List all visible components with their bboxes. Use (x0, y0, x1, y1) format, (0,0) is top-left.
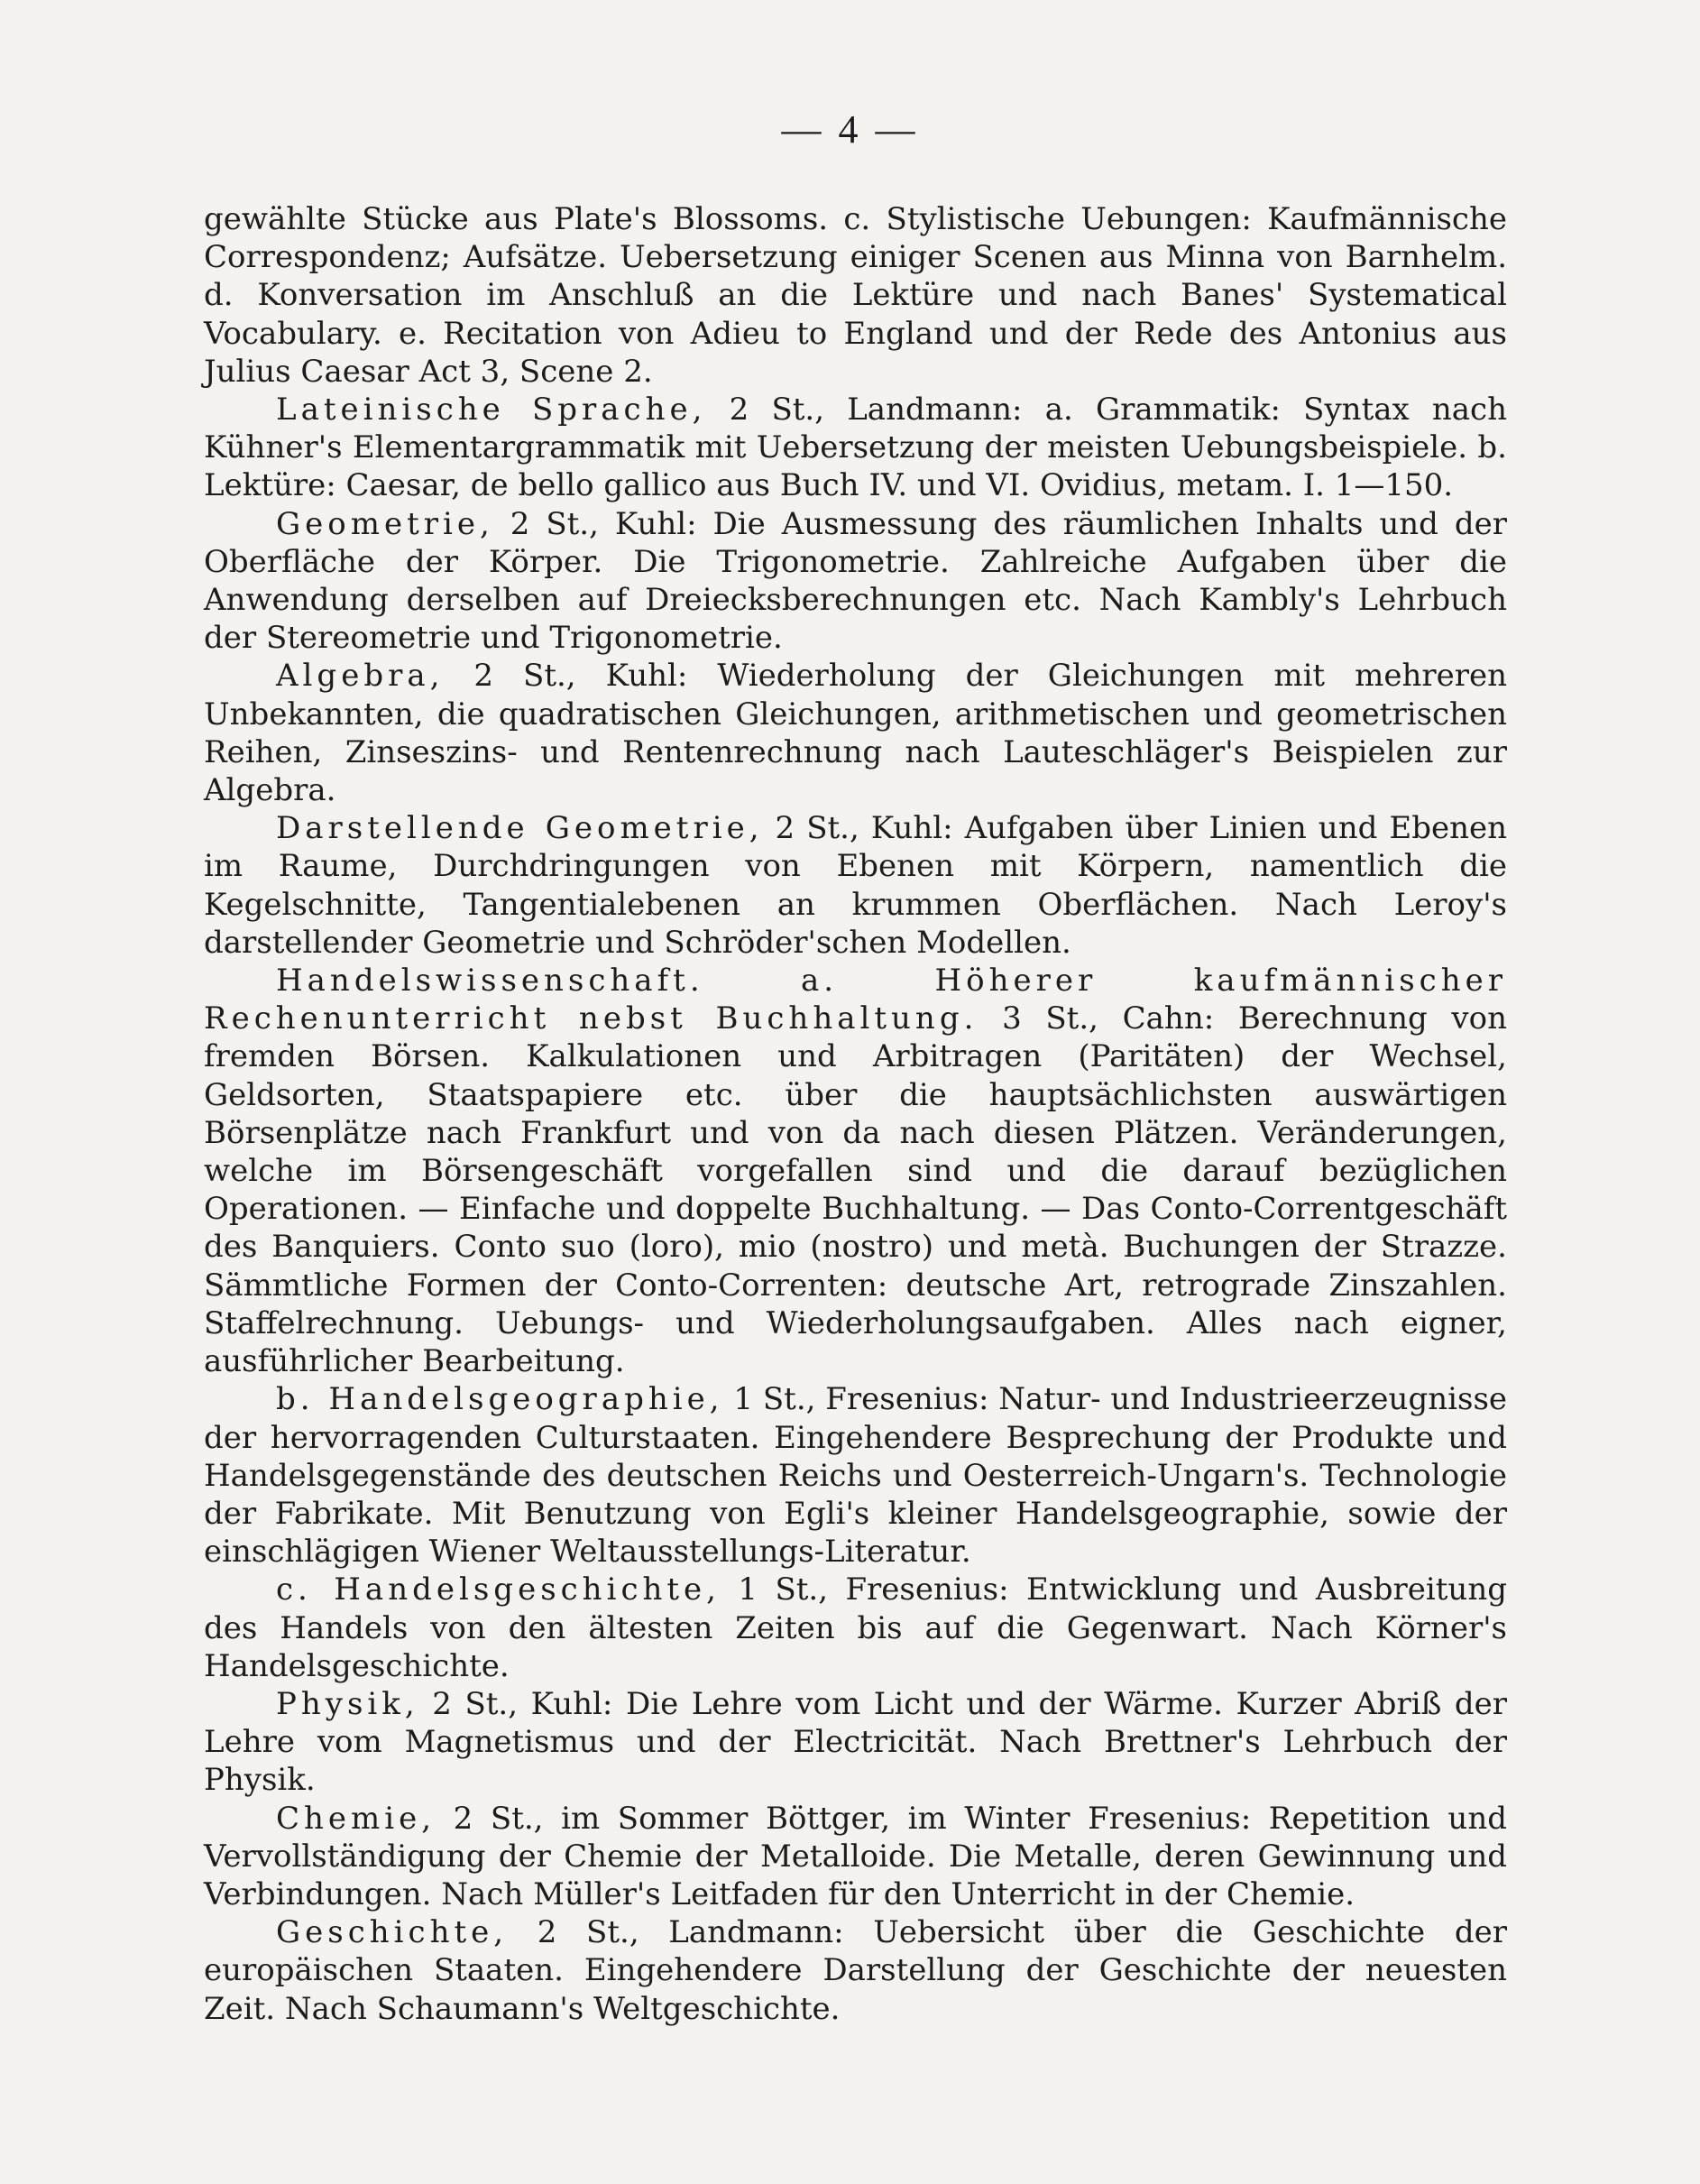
body-text (204, 200, 1507, 2028)
paragraph-latein (204, 391, 1507, 505)
paragraph-english-continuation (204, 200, 1507, 391)
paragraph-text: 1 St., Fresenius: Entwicklung und Ausbreitung des Handels von den ältesten Zeiten bis auf die Gegenwart. Nach Körner's Handelsgeschichte. (204, 1571, 1507, 1684)
subject-heading: Darstellende Geometrie, (276, 810, 764, 847)
paragraph-geometrie (204, 505, 1507, 658)
subject-heading: Geschichte, (276, 1914, 509, 1951)
paragraph-text: 2 St., Kuhl: Die Lehre vom Licht und der Wärme. Kurzer Abriß der Lehre vom Magnetismus und der Electricität. Nach Brettner's Lehrbuch der Physik. (204, 1685, 1507, 1799)
paragraph-handelsgeschichte (204, 1571, 1507, 1685)
subject-heading: Chemie, (276, 1800, 436, 1837)
page-number: — 4 — (781, 107, 919, 152)
paragraph-chemie (204, 1800, 1507, 1914)
subject-heading: Lateinische Sprache, (276, 392, 707, 429)
subject-heading: b. Handelsgeographie, (276, 1381, 724, 1418)
paragraph-algebra (204, 657, 1507, 809)
paragraph-text: gewählte Stücke aus Plate's Blossoms. c. Stylistische Uebungen: Kaufmännische Correspondenz; Aufsätze. Uebersetzung einiger Scenen aus Minna von Barnhelm. d. Konversation im Anschluß an die Lektüre und nach Banes' Systematical Vocabulary. e. Recitation von Adieu to England und der Rede des Antonius aus Julius Caesar Act 3, Scene 2. (204, 201, 1507, 390)
paragraph-text: 2 St., Landmann: Uebersicht über die Geschichte der europäischen Staaten. Eingehendere Darstellung der Geschichte der neuesten Zeit. Nach Schaumann's Weltgeschichte. (204, 1914, 1507, 2027)
subject-heading: Handelswissenschaft. a. Höherer kaufmännischer Rechenunterricht nebst Buchhaltung. (204, 963, 1507, 1037)
subject-heading: c. Handelsgeschichte, (276, 1571, 721, 1608)
paragraph-text: 2 St., im Sommer Böttger, im Winter Fresenius: Repetition und Vervollständigung der Chemie der Metalloide. Die Metalle, deren Gewinnung und Verbindungen. Nach Müller's Leitfaden für den Unterricht in der Chemie. (204, 1800, 1507, 1912)
paragraph-handelsgeographie (204, 1380, 1507, 1571)
paragraph-text: 3 St., Cahn: Berechnung von fremden Börsen. Kalkulationen und Arbitragen (Paritäten) der Wechsel, Geldsorten, Staatspapiere etc. über die hauptsächlichsten auswärtigen Börsenplätze nach Frankfurt und von da nach diesen Plätzen. Veränderungen, welche im Börsengeschäft vorgefallen sind und die darauf bezüglichen Operationen. — Einfache und doppelte Buchhaltung. — Das Conto-Correntgeschäft des Banquiers. Conto suo (loro), mio (nostro) und metà. Buchungen der Strazze. Sämmtliche Formen der Conto-Correnten: deutsche Art, retrograde Zinszahlen. Staffelrechnung. Uebungs- und Wiederholungsaufgaben. Alles nach eigner, ausführlicher Bearbeitung. (204, 1000, 1507, 1380)
paragraph-handelswissenschaft-a (204, 962, 1507, 1380)
paragraph-text: 2 St., Landmann: a. Grammatik: Syntax nach Kühner's Elementargrammatik mit Uebersetzung der meisten Uebungsbeispiele. b. Lektüre: Caesar, de bello gallico aus Buch IV. und VI. Ovidius, metam. I. 1—150. (204, 392, 1507, 504)
subject-heading: Algebra, (276, 658, 445, 695)
subject-heading: Geometrie, (276, 505, 494, 542)
subject-heading: Physik, (276, 1685, 419, 1722)
paragraph-darstellende-geometrie (204, 809, 1507, 962)
paragraph-geschichte (204, 1913, 1507, 2028)
paragraph-text: 1 St., Fresenius: Natur- und Industrieerzeugnisse der hervorragenden Culturstaaten. Eingehendere Besprechung der Produkte und Handelsgegenstände des deutschen Reichs und Oesterreich-Ungarn's. Technologie der Fabrikate. Mit Benutzung von Egli's kleiner Handelsgeographie, sowie der einschlägigen Wiener Weltausstellungs-Literatur. (204, 1381, 1508, 1571)
paragraph-text: 2 St., Kuhl: Die Ausmessung des räumlichen Inhalts und der Oberfläche der Körper. Die Trigonometrie. Zahlreiche Aufgaben über die Anwendung derselben auf Dreiecksberechnungen etc. Nach Kambly's Lehrbuch der Stereometrie und Trigonometrie. (204, 505, 1507, 657)
paragraph-text: 2 St., Kuhl: Wiederholung der Gleichungen mit mehreren Unbekannten, die quadratischen Gleichungen, arithmetischen und geometrischen Reihen, Zinseszins- und Rentenrechnung nach Lauteschläger's Beispielen zur Algebra. (204, 658, 1507, 809)
paragraph-text: 2 St., Kuhl: Aufgaben über Linien und Ebenen im Raume, Durchdringungen von Ebenen mit Körpern, namentlich die Kegelschnitte, Tangentialebenen an krummen Oberflächen. Nach Leroy's darstellender Geometrie und Schröder'schen Modellen. (204, 810, 1507, 961)
paragraph-physik (204, 1685, 1507, 1800)
